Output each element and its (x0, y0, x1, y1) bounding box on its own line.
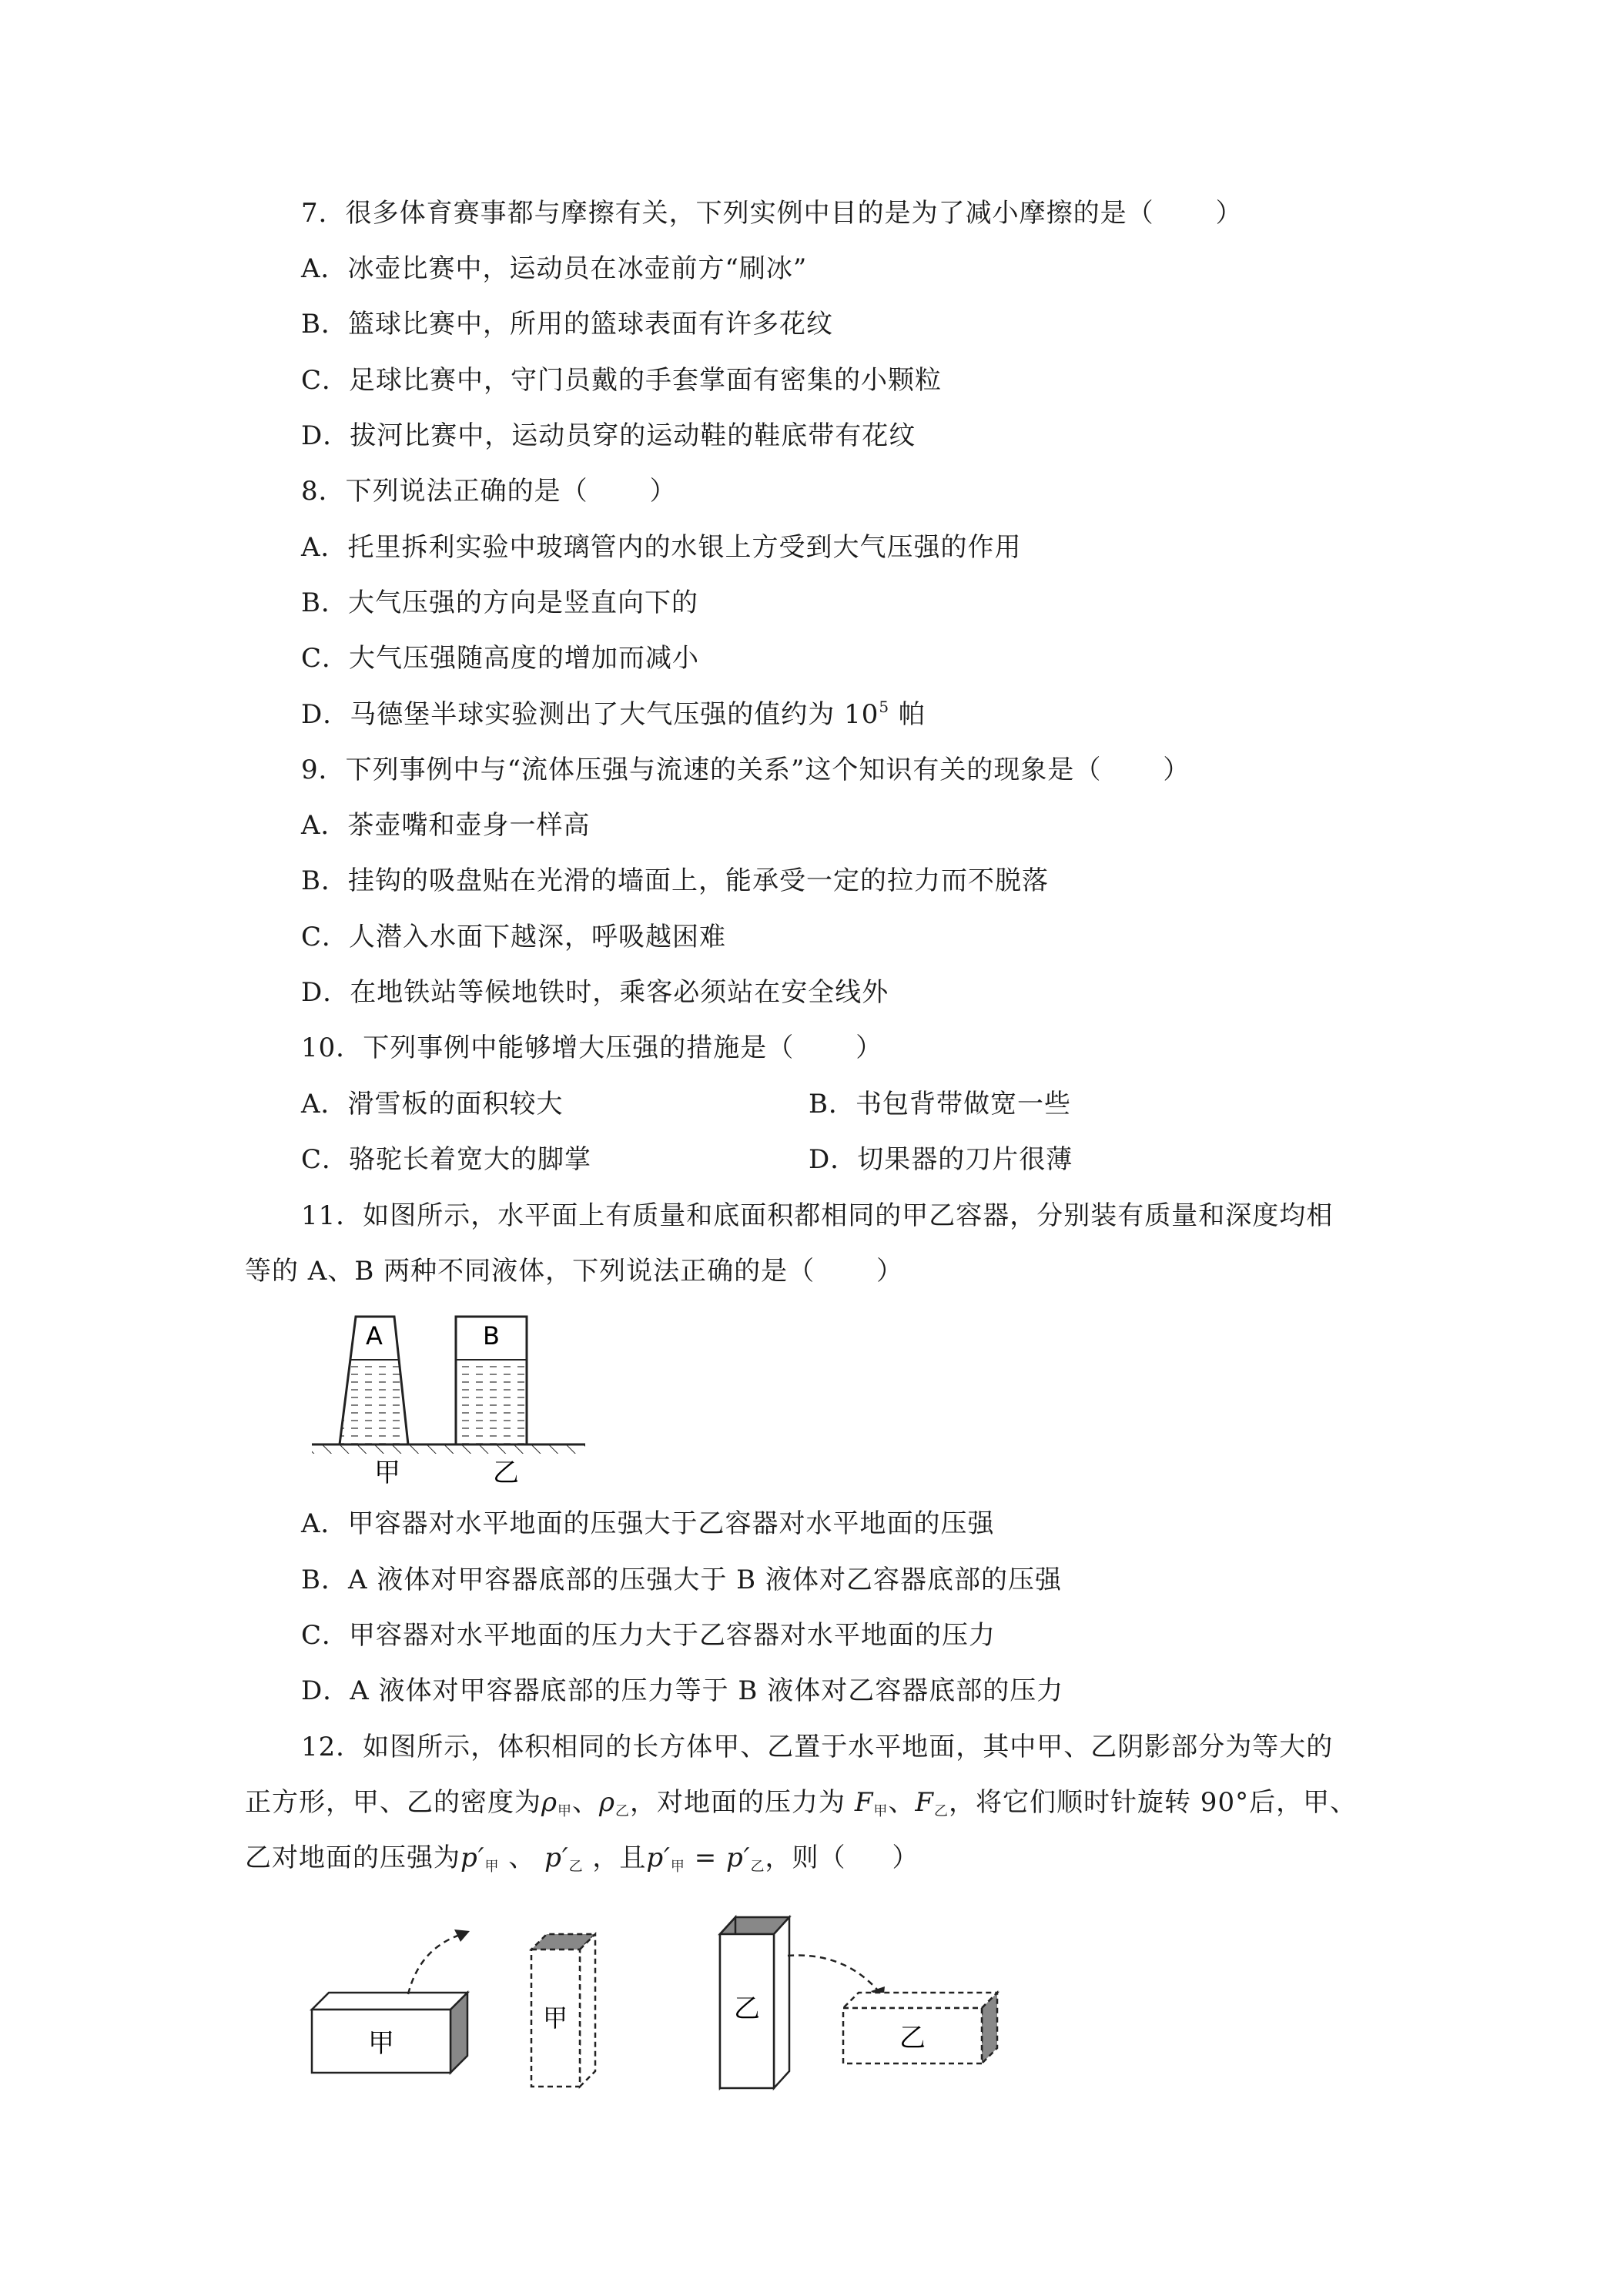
container-yi-liquid (456, 1360, 527, 1444)
block-yi-rotated (843, 1993, 997, 2063)
question-10-option-d: D．切果器的刀片很薄 (809, 1144, 1073, 1175)
svg-text:甲: 甲 (368, 2028, 394, 2059)
question-11-option-b: B．A 液体对甲容器底部的压强大于 B 液体对乙容器底部的压强 (301, 1565, 1062, 1595)
question-8-option-b: B．大气压强的方向是竖直向下的 (301, 587, 698, 618)
question-7-option-b: B．篮球比赛中，所用的篮球表面有许多花纹 (301, 309, 833, 340)
question-10-option-a: A．滑雪板的面积较大 (301, 1089, 564, 1120)
question-12-figure (304, 1917, 1036, 2110)
question-11-stem-line-1: 11．如图所示，水平面上有质量和底面积都相同的甲乙容器，分别装有质量和深度均相 (301, 1200, 1334, 1231)
svg-text:乙: 乙 (899, 2023, 926, 2053)
question-11-figure (308, 1309, 601, 1494)
label-b: B (483, 1321, 500, 1350)
question-8-option-c: C．大气压强随高度的增加而减小 (301, 643, 700, 674)
svg-text:乙: 乙 (734, 1993, 760, 2024)
question-8-stem: 8．下列说法正确的是（ ） (301, 476, 677, 507)
question-11-option-d: D．A 液体对甲容器底部的压力等于 B 液体对乙容器底部的压力 (301, 1675, 1064, 1706)
block-yi (720, 1917, 789, 2088)
question-9-option-b: B．挂钩的吸盘贴在光滑的墙面上，能承受一定的拉力而不脱落 (301, 865, 1049, 896)
question-11-option-a: A．甲容器对水平地面的压强大于乙容器对水平地面的压强 (301, 1508, 995, 1539)
label-a: A (366, 1321, 383, 1350)
question-9-option-c: C．人潜入水面下越深，呼吸越困难 (301, 922, 727, 952)
block-jia-rotated (531, 1934, 595, 2087)
question-7-option-c: C．足球比赛中，守门员戴的手套掌面有密集的小颗粒 (301, 365, 943, 396)
svg-text:甲: 甲 (542, 2003, 568, 2033)
question-7-option-d: D．拔河比赛中，运动员穿的运动鞋的鞋底带有花纹 (301, 420, 916, 451)
rotate-arrow-yi (788, 1956, 878, 1990)
question-9-option-d: D．在地铁站等候地铁时，乘客必须站在安全线外 (301, 977, 889, 1008)
question-10-option-c: C．骆驼长着宽大的脚掌 (301, 1144, 592, 1175)
block-jia (312, 1993, 467, 2073)
question-9-stem: 9．下列事例中与“流体压强与流速的关系”这个知识有关的现象是（ ） (301, 755, 1190, 785)
question-7-option-a: A．冰壶比赛中，运动员在冰壶前方“刷冰” (301, 253, 808, 284)
label-jia: 甲 (374, 1458, 400, 1488)
container-jia-liquid (340, 1360, 408, 1444)
question-12-line-1: 12．如图所示，体积相同的长方体甲、乙置于水平地面，其中甲、乙阴影部分为等大的 (301, 1732, 1334, 1762)
question-8-option-a: A．托里拆利实验中玻璃管内的水银上方受到大气压强的作用 (301, 532, 1022, 563)
question-10-stem: 10．下列事例中能够增大压强的措施是（ ） (301, 1033, 883, 1063)
question-9-option-a: A．茶壶嘴和壶身一样高 (301, 810, 591, 841)
question-11-stem-line-2: 等的 A、B 两种不同液体，下列说法正确的是（ ） (245, 1256, 904, 1287)
label-yi: 乙 (493, 1458, 519, 1488)
question-12-line-2: 正方形，甲、乙的密度为$\rho_甲$、$\rho_乙$，对地面的压力为 $F_甲$、$F_乙$，将它们顺时针旋转 90°后，甲、 (245, 1787, 1358, 1819)
question-12-line-3: 乙对地面的压强为$p'_甲$ 、 $p'_乙$ ，且$p'_甲 = p'_乙$，则（ ） (245, 1842, 919, 1875)
question-8-option-d: D．马德堡半球实验测出了大气压强的值约为 $10^5$ 帕 (301, 698, 926, 730)
question-7-stem: 7．很多体育赛事都与摩擦有关，下列实例中目的是为了减小摩擦的是（ ） (301, 198, 1243, 229)
rotate-arrow-jia (408, 1934, 462, 1994)
question-10-option-b: B．书包背带做宽一些 (809, 1089, 1071, 1120)
question-11-option-c: C．甲容器对水平地面的压力大于乙容器对水平地面的压力 (301, 1620, 996, 1651)
